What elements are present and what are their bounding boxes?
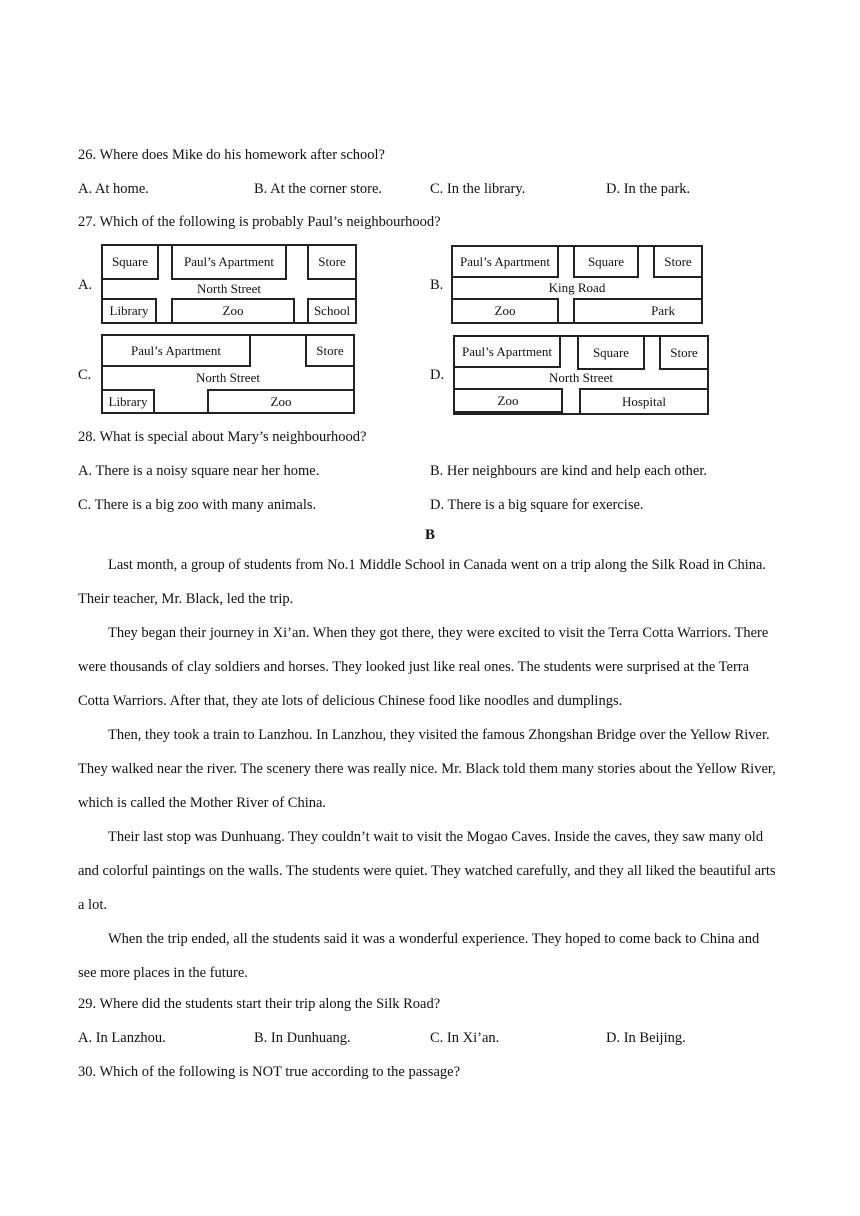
question-29: 29. Where did the students start their trip along the Silk Road? xyxy=(78,996,441,1012)
map-b-zoo: Zoo xyxy=(451,298,559,324)
map-a-square: Square xyxy=(101,244,159,280)
passage xyxy=(78,548,778,990)
q28-option-d: D. There is a big square for exercise. xyxy=(430,497,644,513)
map-d-hospital: Hospital xyxy=(579,388,709,415)
paragraph: They began their journey in Xi’an. When they got there, they were excited to visit the Terra Cotta Warriors. There were thousands of clay soldiers and horses. They looked just like real ones. The students were surprised at the Terra Cotta Warriors. After that, they ate lots of delicious Chinese food like noodles and dumplings. xyxy=(78,625,769,709)
map-a-pauls-apartment: Paul’s Apartment xyxy=(171,244,287,280)
section-heading: B xyxy=(424,527,435,543)
q26-option-b: B. At the corner store. xyxy=(254,181,383,197)
paragraph: Last month, a group of students from No.1 Middle School in Canada went on a trip along the Silk Road in China. Their teacher, Mr. Black, led the trip. xyxy=(78,557,767,607)
map-a-library: Library xyxy=(101,298,157,324)
q29-option-c: C. In Xi’an. xyxy=(430,1030,500,1046)
map-b-label: B. xyxy=(430,277,444,293)
q29-option-b: B. In Dunhuang. xyxy=(254,1030,351,1046)
map-b-street: King Road xyxy=(451,278,703,298)
q26-option-a: A. At home. xyxy=(78,181,149,197)
paragraph: When the trip ended, all the students said it was a wonderful experience. They hoped to come back to China and see more places in the future. xyxy=(78,931,760,981)
paragraph: Their last stop was Dunhuang. They couldn’t wait to visit the Mogao Caves. Inside the caves, they saw many old and colorful paintings on the walls. The students were quiet. They watched carefully, and they all liked the beautiful arts a lot. xyxy=(78,829,776,913)
question-26: 26. Where does Mike do his homework after school? xyxy=(78,147,385,163)
map-d-square: Square xyxy=(577,335,645,370)
map-c-street: North Street xyxy=(101,367,355,389)
map-d-zoo: Zoo xyxy=(453,388,563,413)
map-c-zoo: Zoo xyxy=(207,389,355,414)
map-d-pauls-apartment: Paul’s Apartment xyxy=(453,335,561,368)
question-28: 28. What is special about Mary’s neighbourhood? xyxy=(78,429,367,445)
map-c-library: Library xyxy=(101,389,155,414)
map-a-school: School xyxy=(307,298,357,324)
map-d-store: Store xyxy=(659,335,709,370)
map-b xyxy=(451,245,703,325)
q29-option-a: A. In Lanzhou. xyxy=(78,1030,166,1046)
q26-option-d: D. In the park. xyxy=(606,181,691,197)
map-c-pauls-apartment: Paul’s Apartment xyxy=(101,334,251,367)
question-30: 30. Which of the following is NOT true according to the passage? xyxy=(78,1064,461,1080)
map-b-park: Park xyxy=(573,298,703,324)
map-a-zoo: Zoo xyxy=(171,298,295,324)
map-d-street: North Street xyxy=(453,368,709,388)
q28-option-b: B. Her neighbours are kind and help each other. xyxy=(430,463,708,479)
map-a-store: Store xyxy=(307,244,357,280)
map-b-square: Square xyxy=(573,245,639,278)
map-a xyxy=(101,244,357,324)
map-c-label: C. xyxy=(78,367,92,383)
map-d-label: D. xyxy=(430,367,445,383)
map-a-label: A. xyxy=(78,277,93,293)
map-a-street: North Street xyxy=(101,280,357,298)
map-b-pauls-apartment: Paul’s Apartment xyxy=(451,245,559,278)
map-b-store: Store xyxy=(653,245,703,278)
q28-option-a: A. There is a noisy square near her home. xyxy=(78,463,320,479)
map-c xyxy=(101,334,355,414)
map-d xyxy=(453,335,709,415)
q29-option-d: D. In Beijing. xyxy=(606,1030,686,1046)
q28-option-c: C. There is a big zoo with many animals. xyxy=(78,497,317,513)
paragraph: Then, they took a train to Lanzhou. In Lanzhou, they visited the famous Zhongshan Bridge over the Yellow River. They walked near the river. The scenery there was really nice. Mr. Black told them many stories about the Yellow River, which is called the Mother River of China. xyxy=(78,727,776,811)
map-c-store: Store xyxy=(305,334,355,367)
q26-option-c: C. In the library. xyxy=(430,181,526,197)
question-27: 27. Which of the following is probably Paul’s neighbourhood? xyxy=(78,214,441,230)
